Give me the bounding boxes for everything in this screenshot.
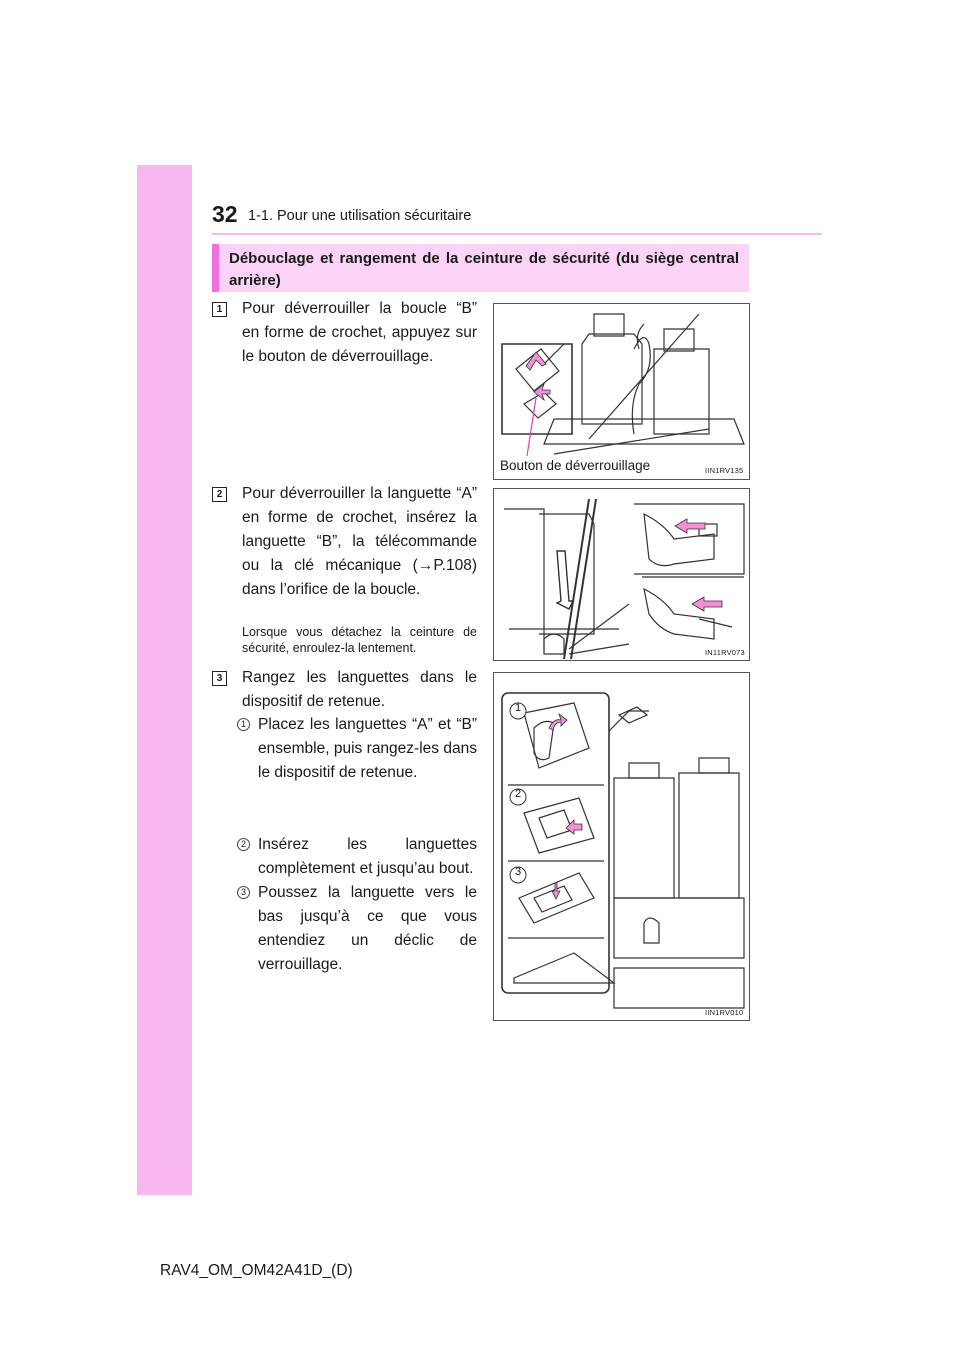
substep-2-number: 2 xyxy=(237,838,250,851)
step-3-number: 3 xyxy=(212,671,227,686)
arrow-press-icon xyxy=(534,384,550,400)
figure-release-button xyxy=(493,303,750,480)
step-2-note: Lorsque vous détachez la ceinture de sécurité, enroulez-la lentement. xyxy=(242,625,477,655)
step-1-number: 1 xyxy=(212,302,227,317)
document-code: RAV4_OM_OM42A41D_(D) xyxy=(160,1262,353,1279)
arrow-insert-icon xyxy=(675,519,705,533)
page-number: 32 xyxy=(212,201,238,227)
seat-illustration-3 xyxy=(494,673,749,1020)
step-1-text: Pour déverrouiller la boucle “B” en forme de crochet, appuyez sur le bouton de déverrouillage. xyxy=(242,300,477,365)
step-2-number: 2 xyxy=(212,487,227,502)
header-rule xyxy=(212,233,822,235)
step-2-text: Pour déverrouiller la languette “A” en forme de crochet, insérez la languette “B”, la télécommande ou la clé mécanique (→P.108) dans l’orifice de la boucle. xyxy=(242,485,477,598)
section-title: Débouclage et rangement de la ceinture de sécurité (du siège central arrière) xyxy=(212,244,749,292)
seat-illustration-1 xyxy=(494,304,749,479)
arrow-down-icon xyxy=(552,883,560,899)
figure-stowing xyxy=(493,672,750,1021)
figure-code: IIN1RV010 xyxy=(705,1008,744,1017)
substep-1-text: Placez les languettes “A” et “B” ensemble, puis rangez-les dans le dispositif de retenue. xyxy=(258,716,477,781)
callout-1: 1 xyxy=(514,702,522,714)
arrow-up-icon xyxy=(526,352,546,370)
arrow-pull-icon xyxy=(557,551,573,609)
substep-3-text: Poussez la languette vers le bas jusqu’à ce que vous entendiez un déclic de verrouillage. xyxy=(258,884,477,973)
substep-1-number: 1 xyxy=(237,718,250,731)
figure-label: Bouton de déverrouillage xyxy=(500,458,651,473)
seat-illustration-2 xyxy=(494,489,749,660)
step-3-text: Rangez les languettes dans le dispositif de retenue. xyxy=(242,669,477,710)
figure-tongue-release xyxy=(493,488,750,661)
substep-3-number: 3 xyxy=(237,886,250,899)
arrow-insert-icon-2 xyxy=(692,597,722,611)
callout-2: 2 xyxy=(514,788,522,800)
side-tab xyxy=(137,165,192,1195)
callout-3: 3 xyxy=(514,866,522,878)
breadcrumb: 1-1. Pour une utilisation sécuritaire xyxy=(248,208,472,224)
substep-2-text: Insérez les languettes complètement et jusqu’au bout. xyxy=(258,836,477,877)
figure-code: IIN1RV135 xyxy=(705,466,744,475)
figure-code: IN11RV073 xyxy=(705,648,745,657)
